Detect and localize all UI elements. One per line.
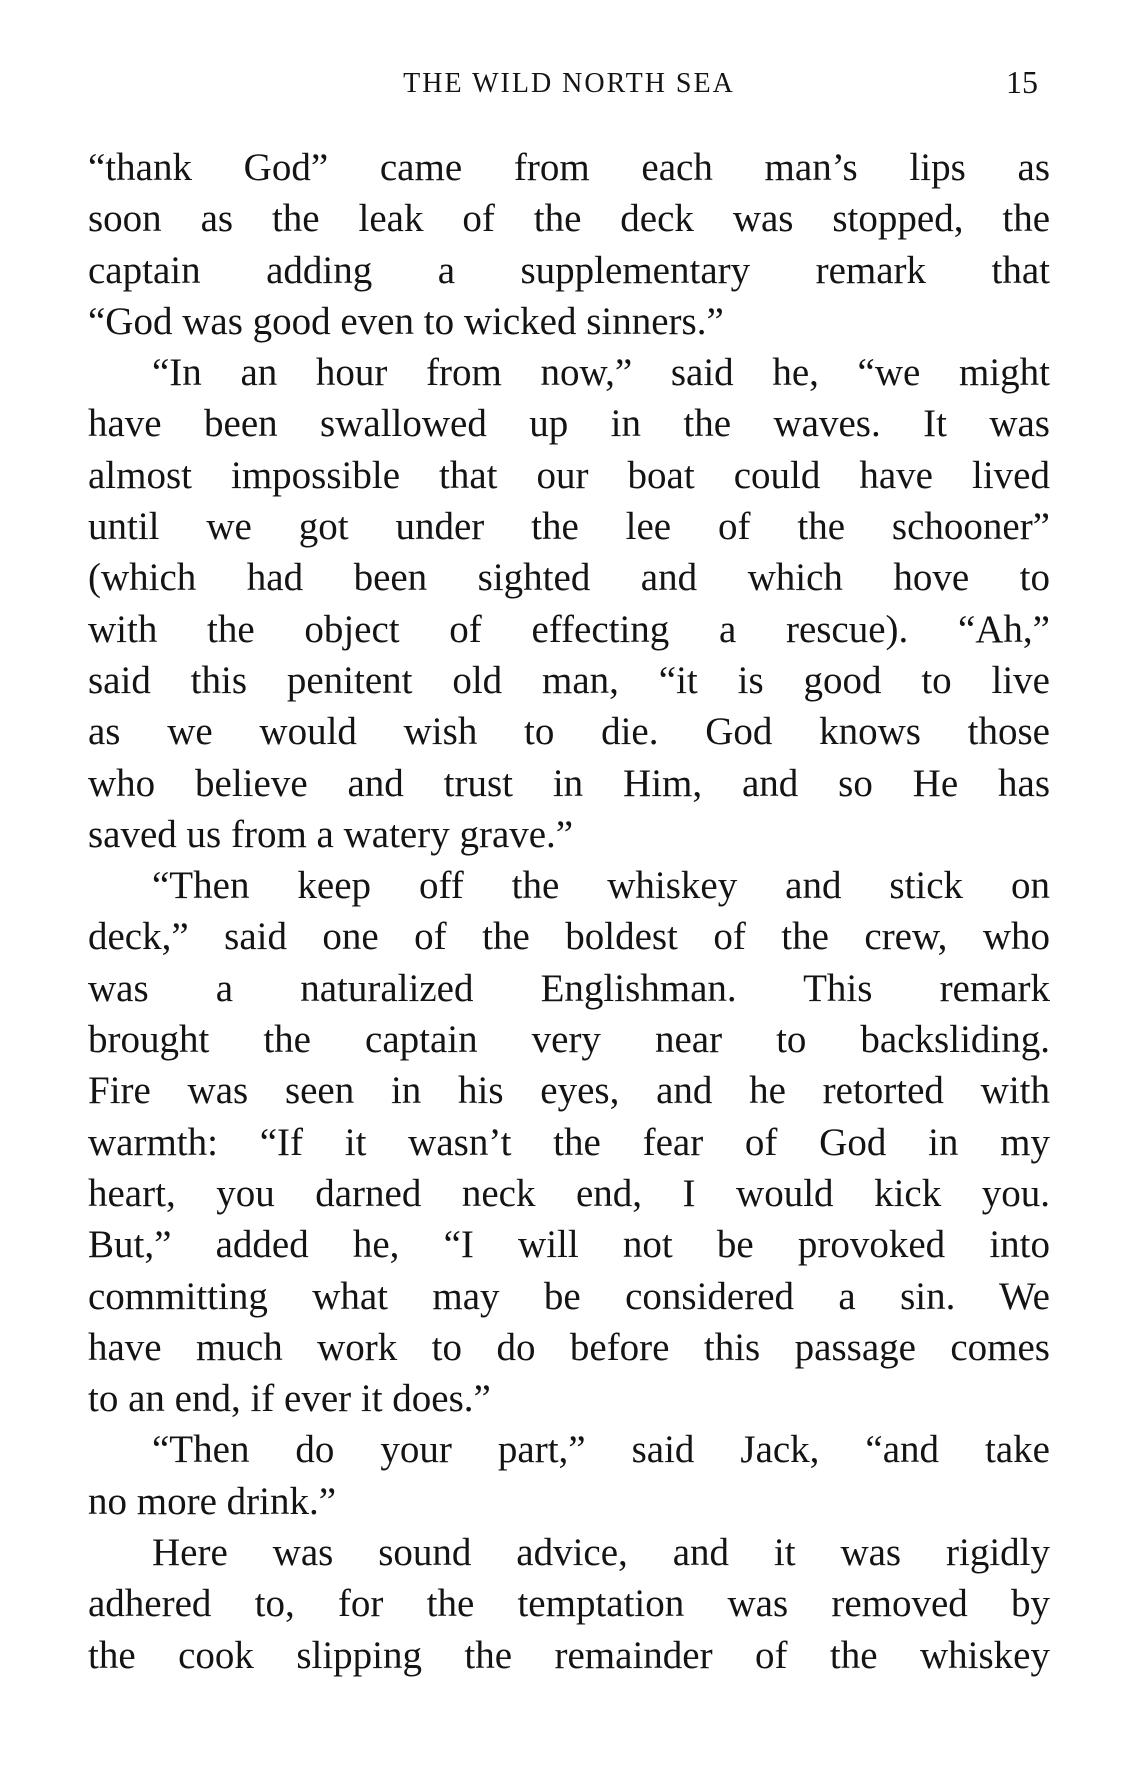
- text-line: was a naturalized Englishman. This remark: [88, 966, 1050, 1010]
- text-line: heart, you darned neck end, I would kick you.: [88, 1171, 1050, 1215]
- text-line: (which had been sighted and which hove to: [88, 556, 1050, 600]
- text-line: as we would wish to die. God knows those: [88, 710, 1050, 754]
- text-line: adhered to, for the temptation was removed by: [88, 1582, 1050, 1626]
- text-line: have been swallowed up in the waves. It was: [88, 402, 1050, 446]
- text-line: the cook slipping the remainder of the whiskey: [88, 1633, 1050, 1677]
- text-line: “Then do your part,” said Jack, “and take: [152, 1428, 1050, 1472]
- text-line: saved us from a watery grave.”: [88, 812, 574, 856]
- text-line: with the object of effecting a rescue). “Ah,”: [88, 607, 1050, 651]
- body-text: [88, 142, 1050, 1681]
- text-line: “thank God” came from each man’s lips as: [88, 146, 1050, 189]
- text-line: until we got under the lee of the schooner”: [88, 505, 1050, 549]
- text-line: said this penitent old man, “it is good to live: [88, 658, 1050, 702]
- text-line: “In an hour from now,” said he, “we might: [152, 351, 1050, 395]
- text-line: almost impossible that our boat could have lived: [88, 453, 1050, 497]
- text-line: have much work to do before this passage comes: [88, 1325, 1050, 1369]
- text-line: no more drink.”: [88, 1479, 337, 1523]
- text-line: Fire was seen in his eyes, and he retorted with: [88, 1069, 1050, 1113]
- page-number: 15: [1006, 64, 1038, 100]
- text-line: soon as the leak of the deck was stopped, the: [88, 197, 1050, 241]
- text-line: “Then keep off the whiskey and stick on: [152, 864, 1050, 908]
- text-line: “God was good even to wicked sinners.”: [88, 299, 724, 343]
- text-line: deck,” said one of the boldest of the crew, who: [88, 915, 1050, 959]
- text-line: captain adding a supplementary remark that: [88, 248, 1050, 292]
- running-head: [88, 60, 1050, 110]
- text-line: who believe and trust in Him, and so He has: [88, 761, 1050, 805]
- text-line: to an end, if ever it does.”: [88, 1377, 491, 1421]
- text-line: committing what may be considered a sin. We: [88, 1274, 1050, 1318]
- text-line: But,” added he, “I will not be provoked into: [88, 1223, 1050, 1267]
- running-title: THE WILD NORTH SEA: [403, 68, 735, 99]
- text-line: warmth: “If it wasn’t the fear of God in my: [88, 1120, 1050, 1164]
- text-line: brought the captain very near to backsliding.: [88, 1018, 1050, 1062]
- text-line: Here was sound advice, and it was rigidly: [152, 1531, 1050, 1575]
